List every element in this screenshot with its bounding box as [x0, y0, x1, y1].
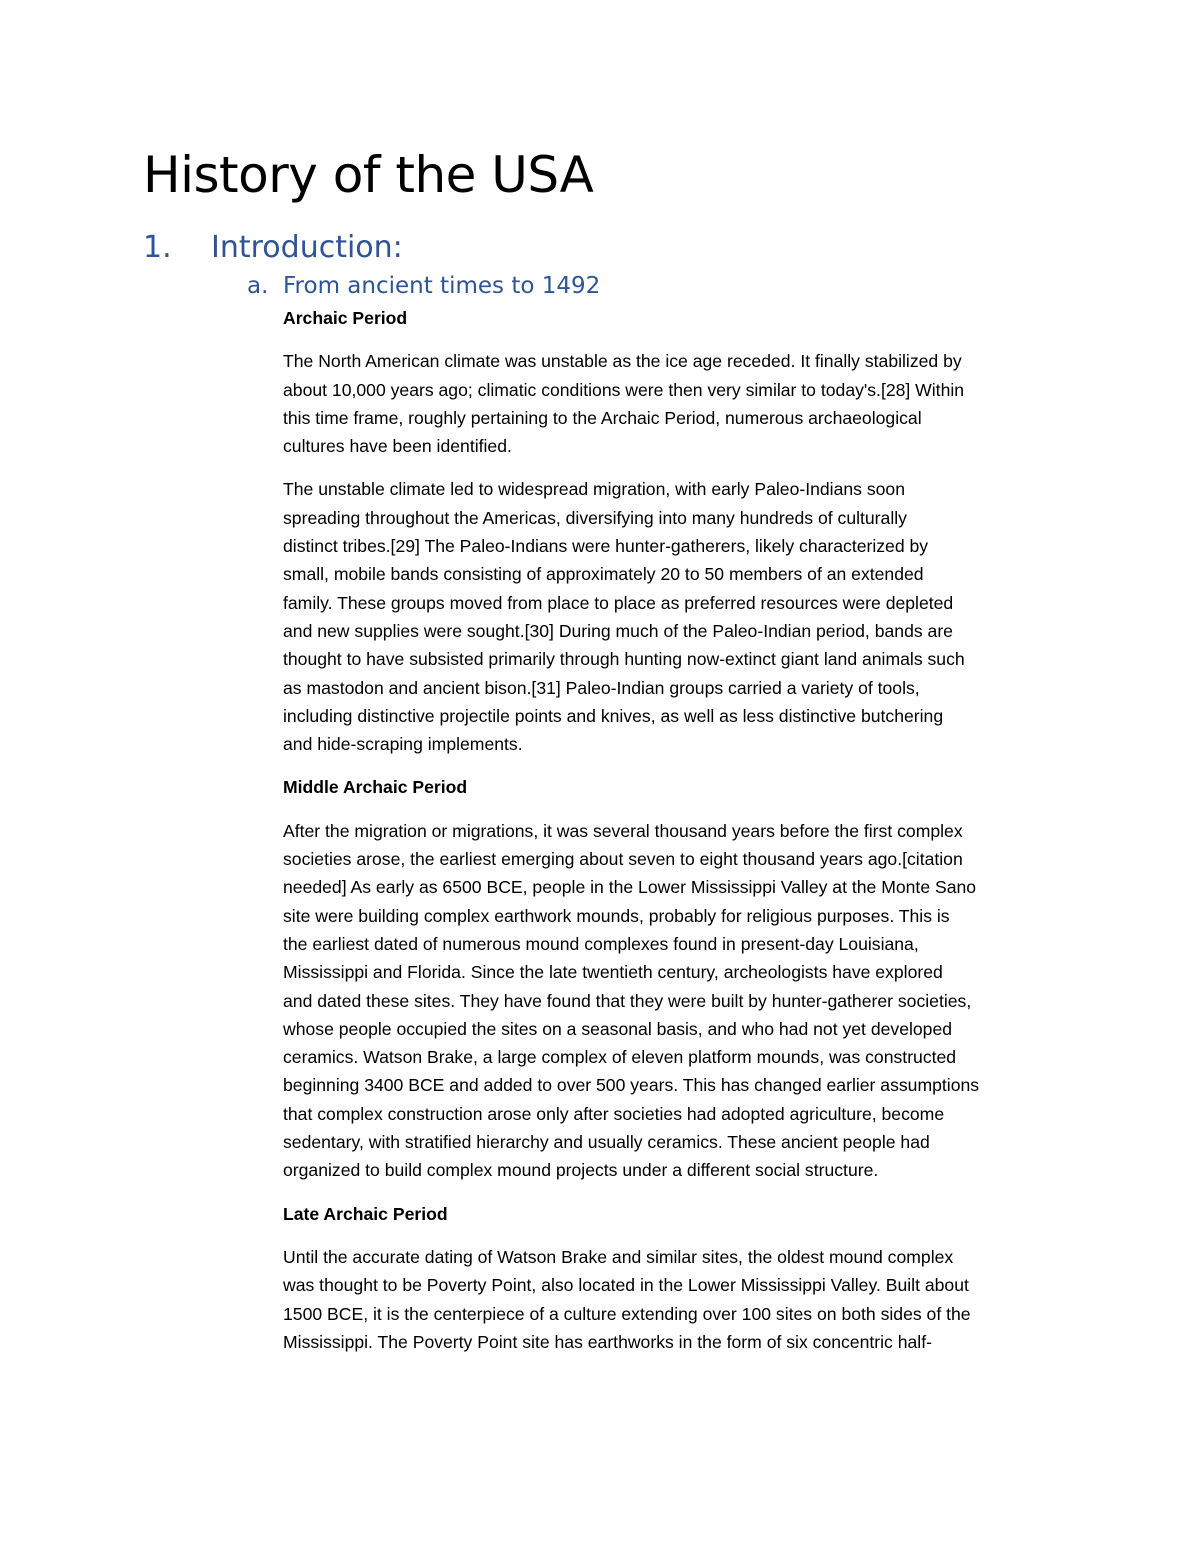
paragraph-line: small, mobile bands consisting of approximately 20 to 50 members of an extended [283, 564, 924, 585]
paragraph-line: Until the accurate dating of Watson Brake and similar sites, the oldest mound complex [283, 1246, 954, 1267]
paragraph-line: this time frame, roughly pertaining to the Archaic Period, numerous archaeological [283, 407, 922, 428]
paragraph-line: beginning 3400 BCE and added to over 500 years. This has changed earlier assumptions [283, 1075, 980, 1096]
subsection-number: a. [247, 273, 269, 299]
paragraph-line: about 10,000 years ago; climatic conditions were then very similar to today's.[28] Within [283, 379, 965, 400]
paragraph-line: as mastodon and ancient bison.[31] Paleo-Indian groups carried a variety of tools, [283, 677, 920, 698]
period-heading: Late Archaic Period [283, 1203, 448, 1224]
paragraph [283, 475, 1073, 758]
paragraph-line: Mississippi and Florida. Since the late twentieth century, archeologists have explored [283, 962, 943, 983]
paragraph-line: The unstable climate led to widespread migration, with early Paleo-Indians soon [283, 479, 905, 500]
paragraph-line: was thought to be Poverty Point, also located in the Lower Mississippi Valley. Built about [283, 1275, 969, 1296]
paragraph-line: including distinctive projectile points and knives, as well as less distinctive butchering [283, 705, 944, 726]
section-number: 1. [143, 230, 172, 265]
paragraph-line: sedentary, with stratified hierarchy and usually ceramics. These ancient people had [283, 1132, 930, 1153]
paragraph-line: family. These groups moved from place to place as preferred resources were depleted [283, 592, 954, 613]
period-heading: Archaic Period [283, 308, 408, 328]
paragraph-line: site were building complex earthwork mounds, probably for religious purposes. This is [283, 905, 950, 926]
paragraph-line: spreading throughout the Americas, diversifying into many hundreds of culturally [283, 507, 907, 528]
paragraph-line: 1500 BCE, it is the centerpiece of a culture extending over 100 sites on both sides of the [283, 1303, 971, 1324]
paragraph-line: that complex construction arose only after societies had adopted agriculture, become [283, 1103, 945, 1124]
paragraph-line: ceramics. Watson Brake, a large complex of eleven platform mounds, was constructed [283, 1047, 957, 1068]
paragraph-line: and hide-scraping implements. [283, 734, 523, 755]
paragraph-line: whose people occupied the sites on a seasonal basis, and who had not yet developed [283, 1018, 953, 1039]
paragraph-line: the earliest dated of numerous mound complexes found in present-day Louisiana, [283, 933, 919, 954]
paragraph-line: organized to build complex mound projects under a different social structure. [283, 1160, 879, 1181]
paragraph-line: and new supplies were sought.[30] During much of the Paleo-Indian period, bands are [283, 620, 953, 641]
paragraph-line: distinct tribes.[29] The Paleo-Indians were hunter-gatherers, likely characterized by [283, 536, 929, 557]
paragraph [283, 817, 1073, 1185]
paragraph-line: needed] As early as 6500 BCE, people in the Lower Mississippi Valley at the Monte Sano [283, 877, 977, 898]
period-heading: Middle Archaic Period [283, 777, 468, 798]
paragraph-line: thought to have subsisted primarily through hunting now-extinct giant land animals such [283, 649, 965, 670]
paragraph-line: Mississippi. The Poverty Point site has earthworks in the form of six concentric half- [283, 1331, 932, 1352]
paragraph [283, 1243, 1073, 1356]
paragraph-line: The North American climate was unstable as the ice age receded. It finally stabilized by [283, 351, 962, 372]
paragraph-line: societies arose, the earliest emerging about seven to eight thousand years ago.[citation [283, 849, 963, 870]
paragraph [283, 347, 1073, 460]
paragraph-line: After the migration or migrations, it was several thousand years before the first complex [283, 820, 963, 841]
paragraph-line: and dated these sites. They have found that they were built by hunter-gatherer societies, [283, 990, 972, 1011]
paragraph-line: cultures have been identified. [283, 436, 512, 457]
subsection-heading [247, 270, 600, 302]
document-title: History of the USA [143, 146, 594, 204]
document-body [283, 304, 1073, 1371]
section-heading [143, 228, 403, 268]
subsection-title: From ancient times to 1492 [283, 273, 601, 299]
section-title: Introduction: [211, 230, 403, 265]
